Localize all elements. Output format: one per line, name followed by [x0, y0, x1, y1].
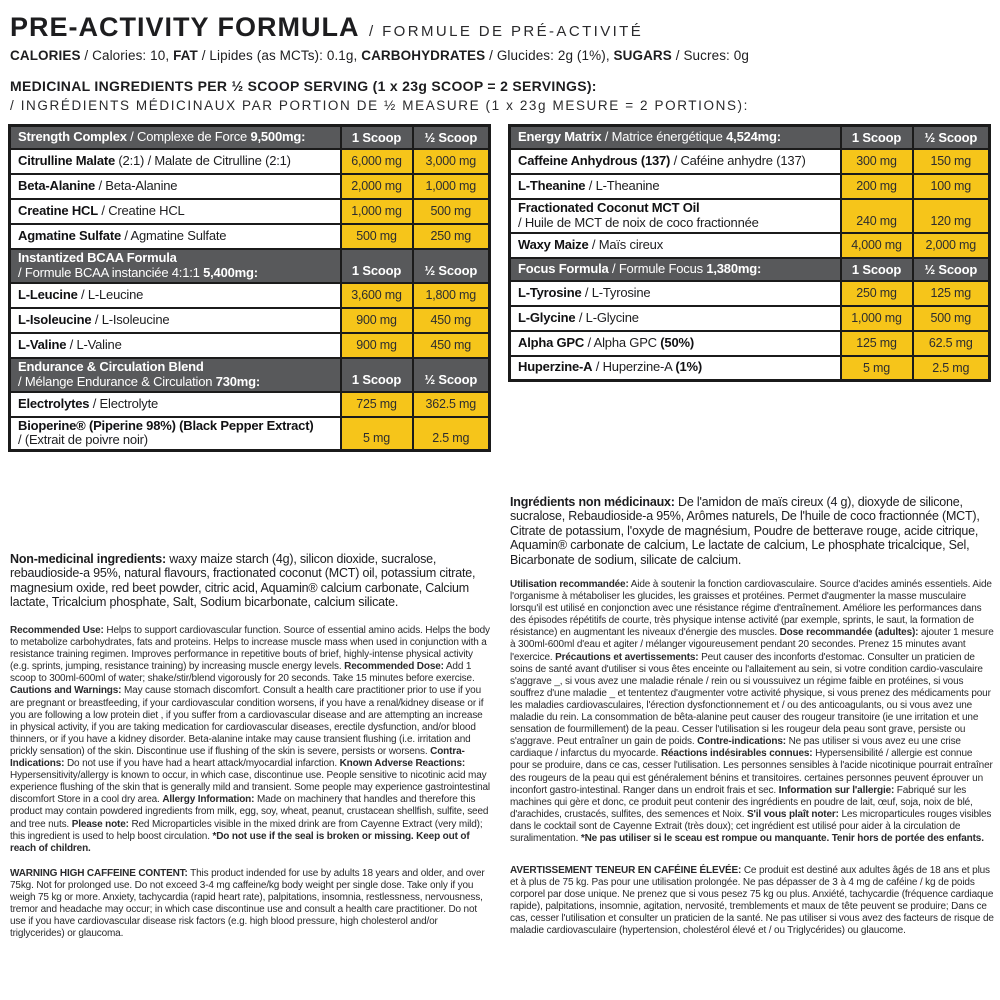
amount-1-scoop-cell: 725 mg	[341, 392, 413, 417]
ingredient-row	[10, 224, 490, 249]
ingredient-name-cell: Citrulline Malate (2:1) / Malate de Citrulline (2:1)	[10, 149, 341, 174]
scoop-column-header-cell: ½ Scoop	[413, 126, 490, 149]
amount-1-scoop-cell: 240 mg	[841, 199, 913, 233]
medicinal-heading-fr: / INGRÉDIENTS MÉDICINAUX PAR PORTION DE ½ MEASURE (1 x 23g MESURE = 2 PORTIONS):	[10, 98, 749, 113]
amount-1-scoop-cell: 5 mg	[341, 417, 413, 451]
caffeine-warning-paragraph-fr: AVERTISSEMENT TENEUR EN CAFÉINE ÉLEVÉE: Ce produit est destiné aux adultes âgés de 18 ans et plus et à plus de 75 kg. Pas pour une utilisation prolongée. Ne pas dépasser de 3 à 4 mg de caféine / kg de poids corporel par dose unique. Ne prenez que si vous pesez 75 kg ou plus. Anxiété, tachycardie (fréquence cardiaque rapide), palpitations, insomnie, agitation, nervosité, tremblements et maux de tête peuvent se produire; Dans ce cas, cesser l'utilisation et consulter un praticien de la santé. Ne pas utiliser si vous avez des facteurs de risque de maladie cardiovasculaire (hypertension, cholestérol élevé et / ou Triglycérides) ou glaucome.	[510, 865, 994, 937]
caffeine-warning-paragraph-en: WARNING HIGH CAFFEINE CONTENT: This product indended for use by adults 18 years and older, and over 75kg. Not for prolonged use. Do not exceed 3-4 mg caffeine/kg body weight per single dose. Take only if you weigh 75 kg or more. Anxiety, tachycardia (rapid heart rate), palpitations, insomnia, restlessness, nervousness, tremor and headache may occur; in which case discontinue use and consult a health care practitioner. Do not use if you have cardiovascular disease risk factors (e.g. high blood pressure, high cholesterol and/or triglycerides) or glaucoma.	[10, 868, 485, 940]
section-header-row	[510, 126, 990, 149]
amount-1-scoop-cell: 300 mg	[841, 149, 913, 174]
ingredient-row	[510, 331, 990, 356]
amount-1-scoop-cell: 4,000 mg	[841, 233, 913, 258]
scoop-column-header-cell: ½ Scoop	[913, 258, 990, 281]
ingredient-row	[10, 149, 490, 174]
amount-half-scoop-cell: 2.5 mg	[413, 417, 490, 451]
amount-1-scoop-cell: 5 mg	[841, 356, 913, 381]
product-title-french: / FORMULE DE PRÉ-ACTIVITÉ	[368, 23, 644, 40]
ingredient-name-cell: L-Leucine / L-Leucine	[10, 283, 341, 308]
product-title: PRE-ACTIVITY FORMULA	[10, 12, 360, 42]
ingredient-row	[10, 308, 490, 333]
ingredient-row	[10, 417, 490, 451]
ingredient-name-cell: Creatine HCL / Creatine HCL	[10, 199, 341, 224]
amount-1-scoop-cell: 3,600 mg	[341, 283, 413, 308]
section-header-row	[10, 249, 490, 283]
ingredient-row	[510, 149, 990, 174]
recommended-use-paragraph-fr: Utilisation recommandée: Aide à soutenir la fonction cardiovasculaire. Source d'acides aminés essentiels. Aide l'organisme à métaboliser les glucides, les graisses et protéines. Permet d'augmenter la masse musculaire lorsqu'il est utilisé en conjonction avec une résistance régime d'entraînement. Améliore les performances dans des épisodes répétitifs de courte, très physique intense activité (par exemple, sprints, le saut, la formation de résistance) en augmentant les niveaux d'énergie des muscles. Dose recommandée (adultes): ajouter 1 mesure à 300ml-600ml d'eau et agiter / mélanger vigoureusement pendant 20 secondes. Prenez 15 minutes avant l'exercice. Précautions et avertissements: Peut causer des inconforts d'estomac. Consulter un praticien de soins de santé avant d'utiliser si vous êtes enceinte ou l'allaitement au sein, si votre condition cardio-vasculaire s'aggrave _, si vous avez une maladie rénale / rein ou si voussuivez un régime faible en protéines, si vous souffrez d'une maladie _ et tententez d'augmenter votre activité physique, si vous prenez des médicaments pour les maladies cardiovasculaires, l'érection dysfonctionnement et / ou des anticoagulants, ou si vous avez une maladie du rein. La consommation de bêta-alanine peut causer des rougeur transitoire (ie une irritation et une sensation de fourmillement) de la peau. Cesser l'utilisation si les rougeur dela peau sont grave, persiste ou s'aggrave. Peut entraîner un gain de poids. Contre-indications: Ne pas utiliser si vous avez eu une crise cardiaque / infarctus du myocarde. Réactions indésirables connues: Hypersensibilité / allergie est connue pour se produire, dans ce cas, cesser l'utilisation. Les personnes sensibles à l'acide nicotinique pourrait entraîner des rougeurs de la peau qui est généralement bénins et transitoires. certaines personnes peuvent éprouver un inconfort gastro-intestinal. Ranger dans un endroit frais et sec. Information sur l'allergie: Fabriqué sur les machines qui gère et donc, ce produit peut contenir des ingrédients en poudre de lait, œuf, soja, noix de blé, d'arachides, crustacés, sulfites, des semences et Noix. S'il vous plaît noter: Les microparticules rouges visibles dans le cocktail sont de Cayenne Extrait (très doux); cet ingrédient est utilisé pour aider à la circulation de suralimentation. *Ne pas utiliser si le sceau est rompue ou manquante. Tenir hors de portée des enfants.	[510, 579, 994, 844]
amount-half-scoop-cell: 250 mg	[413, 224, 490, 249]
amount-half-scoop-cell: 2.5 mg	[913, 356, 990, 381]
amount-1-scoop-cell: 1,000 mg	[341, 199, 413, 224]
section-header-row	[10, 126, 490, 149]
amount-half-scoop-cell: 500 mg	[913, 306, 990, 331]
amount-half-scoop-cell: 362.5 mg	[413, 392, 490, 417]
ingredient-row	[10, 174, 490, 199]
non-medicinal-ingredients-paragraph-fr: Ingrédients non médicinaux: De l'amidon de maïs cireux (4 g), dioxyde de silicone, sucralose, Rebaudioside-a 95%, Arômes naturels, De l'huile de coco fractionnée (MCT), Citrate de potassium, l'oxyde de magnésium, Poudre de betterave rouge, acide citrique, Aquamin® carbonate de calcium, Le lactate de calcium, Le phosphate tricalcique, Sel, Bicarbonate de sodium, silicate de calcium.	[510, 495, 980, 567]
scoop-column-header-cell: ½ Scoop	[413, 249, 490, 283]
ingredient-name-cell: Electrolytes / Electrolyte	[10, 392, 341, 417]
title-line	[10, 12, 992, 43]
non-medicinal-ingredients-paragraph-en: Non-medicinal ingredients: waxy maize starch (4g), silicon dioxide, sucralose, rebaudioside-a 95%, natural flavours, fractionated coconut (MCT) oil, potassium citrate, magnesium oxide, red beet powder, citric acid, Aquamin® calcium carbonate, Calcium lactate, Tricalcium phosphate, Salt, Sodium bicarbonate, calcium silicate.	[10, 552, 476, 610]
amount-1-scoop-cell: 6,000 mg	[341, 149, 413, 174]
section-title-cell: Focus Formula / Formule Focus 1,380mg:	[510, 258, 841, 281]
section-title-cell: Energy Matrix / Matrice énergétique 4,524mg:	[510, 126, 841, 149]
amount-half-scoop-cell: 500 mg	[413, 199, 490, 224]
ingredient-name-cell: L-Glycine / L-Glycine	[510, 306, 841, 331]
amount-half-scoop-cell: 100 mg	[913, 174, 990, 199]
section-title-cell: Endurance & Circulation Blend / Mélange Endurance & Circulation 730mg:	[10, 358, 341, 392]
scoop-column-header-cell: 1 Scoop	[341, 249, 413, 283]
ingredient-row	[510, 356, 990, 381]
amount-half-scoop-cell: 450 mg	[413, 333, 490, 358]
ingredient-name-cell: L-Tyrosine / L-Tyrosine	[510, 281, 841, 306]
amount-half-scoop-cell: 125 mg	[913, 281, 990, 306]
amount-1-scoop-cell: 250 mg	[841, 281, 913, 306]
section-header-row	[10, 358, 490, 392]
ingredient-name-cell: L-Valine / L-Valine	[10, 333, 341, 358]
amount-1-scoop-cell: 900 mg	[341, 333, 413, 358]
ingredient-row	[10, 283, 490, 308]
ingredient-row	[510, 306, 990, 331]
amount-half-scoop-cell: 120 mg	[913, 199, 990, 233]
ingredient-name-cell: Bioperine® (Piperine 98%) (Black Pepper Extract) / (Extrait de poivre noir)	[10, 417, 341, 451]
ingredient-name-cell: Huperzine-A / Huperzine-A (1%)	[510, 356, 841, 381]
ingredient-row	[510, 174, 990, 199]
ingredient-row	[510, 233, 990, 258]
right-column	[508, 124, 994, 937]
scoop-column-header-cell: 1 Scoop	[341, 358, 413, 392]
ingredient-name-cell: Waxy Maize / Maïs cireux	[510, 233, 841, 258]
amount-half-scoop-cell: 1,000 mg	[413, 174, 490, 199]
nutrition-facts-line: CALORIES / Calories: 10, FAT / Lipides (as MCTs): 0.1g, CARBOHYDRATES / Glucides: 2g (1%), SUGARS / Sucres: 0g	[10, 48, 749, 63]
strength-complex-table	[8, 124, 491, 452]
ingredient-row	[10, 392, 490, 417]
amount-half-scoop-cell: 450 mg	[413, 308, 490, 333]
ingredient-name-cell: L-Theanine / L-Theanine	[510, 174, 841, 199]
amount-half-scoop-cell: 1,800 mg	[413, 283, 490, 308]
ingredient-row	[510, 281, 990, 306]
ingredient-name-cell: Alpha GPC / Alpha GPC (50%)	[510, 331, 841, 356]
amount-half-scoop-cell: 3,000 mg	[413, 149, 490, 174]
ingredient-name-cell: Caffeine Anhydrous (137) / Caféine anhydre (137)	[510, 149, 841, 174]
ingredient-name-cell: Beta-Alanine / Beta-Alanine	[10, 174, 341, 199]
medicinal-heading-en: MEDICINAL INGREDIENTS PER ½ SCOOP SERVING (1 x 23g SCOOP = 2 SERVINGS):	[10, 78, 597, 94]
ingredient-row	[10, 333, 490, 358]
ingredient-row	[510, 199, 990, 233]
amount-1-scoop-cell: 125 mg	[841, 331, 913, 356]
label-header	[10, 12, 992, 113]
scoop-column-header-cell: 1 Scoop	[341, 126, 413, 149]
amount-1-scoop-cell: 1,000 mg	[841, 306, 913, 331]
scoop-column-header-cell: 1 Scoop	[841, 258, 913, 281]
amount-1-scoop-cell: 2,000 mg	[341, 174, 413, 199]
recommended-use-paragraph-en: Recommended Use: Helps to support cardiovascular function. Source of essential amino acids. Helps the body to metabolize carbohydrates, fats and proteins. Helps to increase muscle mass when used in conjunction with a resistance training regimen. Improves performance in repetitive bouts of brief, highly-intense physical activity (e.g. sprints, jumping, resistance training) by increasing muscle energy levels. Recommended Dose: Add 1 scoop to 300ml-600ml of water; shake/stir/blend vigorously for 20 seconds. Take 15 minutes before exercise. Cautions and Warnings: May cause stomach discomfort. Consult a health care practitioner prior to use if you are pregnant or breastfeeding, if your cardiovascular condition worsens, if you have a renal/kidney disease or if you are following a low protein diet , if you suffer from a cardiovascular disease and are attempting an increase in physical activity, if you are taking medication for cardiovascular diseases, erectile dysfunction, and/or blood thinners, or if you have a kidney disorder. Beta-alanine intake may cause transient flushing (i.e. irritation and prickly sensation) of the skin. Discontinue use if flushing of the skin is severe, persists or worsens. Contra-Indications: Do not use if you have had a heart attack/myocardial infarction. Known Adverse Reactions: Hypersensitivity/allergy is known to occur, in which case, discontinue use. People sensitive to nicotinic acid may experience flushing of the skin that is generally mild and transient. Some people may experience gastrointestinal discomfort Store in a cool dry area. Allergy Information: Made on machinery that handles and therefore this product may contain powdered ingredients from milk, egg, soy, wheat, peanut, crustacean shellfish, sulfite, seed and tree nuts. Please note: Red Microparticles visible in the mixed drink are from Cayenne Extract (very mild); this ingredient is used to help boost circulation. *Do not use if the seal is broken or missing. Keep out of reach of children.	[10, 625, 490, 854]
ingredient-name-cell: Fractionated Coconut MCT Oil / Huile de MCT de noix de coco fractionnée	[510, 199, 841, 233]
amount-half-scoop-cell: 2,000 mg	[913, 233, 990, 258]
section-title-cell: Strength Complex / Complexe de Force 9,500mg:	[10, 126, 341, 149]
amount-1-scoop-cell: 500 mg	[341, 224, 413, 249]
left-column	[8, 124, 492, 940]
scoop-column-header-cell: ½ Scoop	[913, 126, 990, 149]
energy-matrix-table	[508, 124, 991, 382]
ingredient-name-cell: Agmatine Sulfate / Agmatine Sulfate	[10, 224, 341, 249]
section-header-row	[510, 258, 990, 281]
amount-half-scoop-cell: 150 mg	[913, 149, 990, 174]
amount-1-scoop-cell: 900 mg	[341, 308, 413, 333]
scoop-column-header-cell: ½ Scoop	[413, 358, 490, 392]
section-title-cell: Instantized BCAA Formula / Formule BCAA instanciée 4:1:1 5,400mg:	[10, 249, 341, 283]
scoop-column-header-cell: 1 Scoop	[841, 126, 913, 149]
ingredient-name-cell: L-Isoleucine / L-Isoleucine	[10, 308, 341, 333]
amount-1-scoop-cell: 200 mg	[841, 174, 913, 199]
amount-half-scoop-cell: 62.5 mg	[913, 331, 990, 356]
ingredient-row	[10, 199, 490, 224]
